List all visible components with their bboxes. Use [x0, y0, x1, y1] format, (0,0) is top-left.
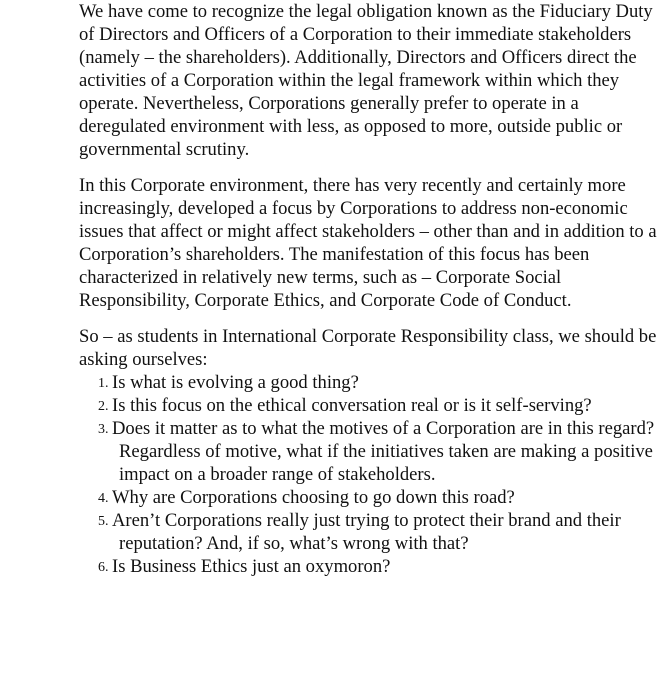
list-item-text: Is what is evolving a good thing?	[112, 372, 359, 393]
list-item	[79, 417, 659, 486]
list-item-number: 2.	[98, 399, 109, 414]
questions-list	[79, 371, 659, 578]
list-item	[79, 555, 659, 578]
list-item-number: 4.	[98, 491, 109, 506]
list-item	[79, 509, 659, 555]
list-item	[79, 394, 659, 417]
paragraph-corporate-environment: In this Corporate environment, there has very recently and certainly more increasingly, developed a focus by Corporations to address non-economic issues that affect or might affect stakeholders – other than and in addition to a Corporation’s shareholders. The manifestation of this focus has been characterized in relatively new terms, such as – Corporate Social Responsibility, Corporate Ethics, and Corporate Code of Conduct.	[79, 175, 657, 311]
list-item-number: 3.	[98, 422, 109, 437]
questions-section	[79, 325, 659, 578]
list-item-text: Is Business Ethics just an oxymoron?	[112, 556, 391, 577]
list-item-number: 1.	[98, 376, 109, 391]
questions-intro: So – as students in International Corporate Responsibility class, we should be asking ourselves:	[79, 326, 657, 370]
document-page	[79, 0, 659, 578]
list-item-number: 5.	[98, 514, 109, 529]
list-item-text: Aren’t Corporations really just trying to protect their brand and their reputation? And, if so, what’s wrong with that?	[112, 510, 621, 554]
list-item-text: Does it matter as to what the motives of a Corporation are in this regard? Regardless of motive, what if the initiatives taken are making a positive impact on a broader range of stakeholders.	[112, 418, 655, 485]
list-item-text: Why are Corporations choosing to go down this road?	[112, 487, 515, 508]
list-item	[79, 486, 659, 509]
list-item-number: 6.	[98, 560, 109, 575]
list-item-text: Is this focus on the ethical conversation real or is it self-serving?	[112, 395, 592, 416]
list-item	[79, 371, 659, 394]
paragraph-fiduciary-duty: We have come to recognize the legal obligation known as the Fiduciary Duty of Directors and Officers of a Corporation to their immediate stakeholders (namely – the shareholders). Additionally, Directors and Officers direct the activities of a Corporation within the legal framework within which they operate. Nevertheless, Corporations generally prefer to operate in a deregulated environment with less, as opposed to more, outside public or governmental scrutiny.	[79, 1, 653, 160]
